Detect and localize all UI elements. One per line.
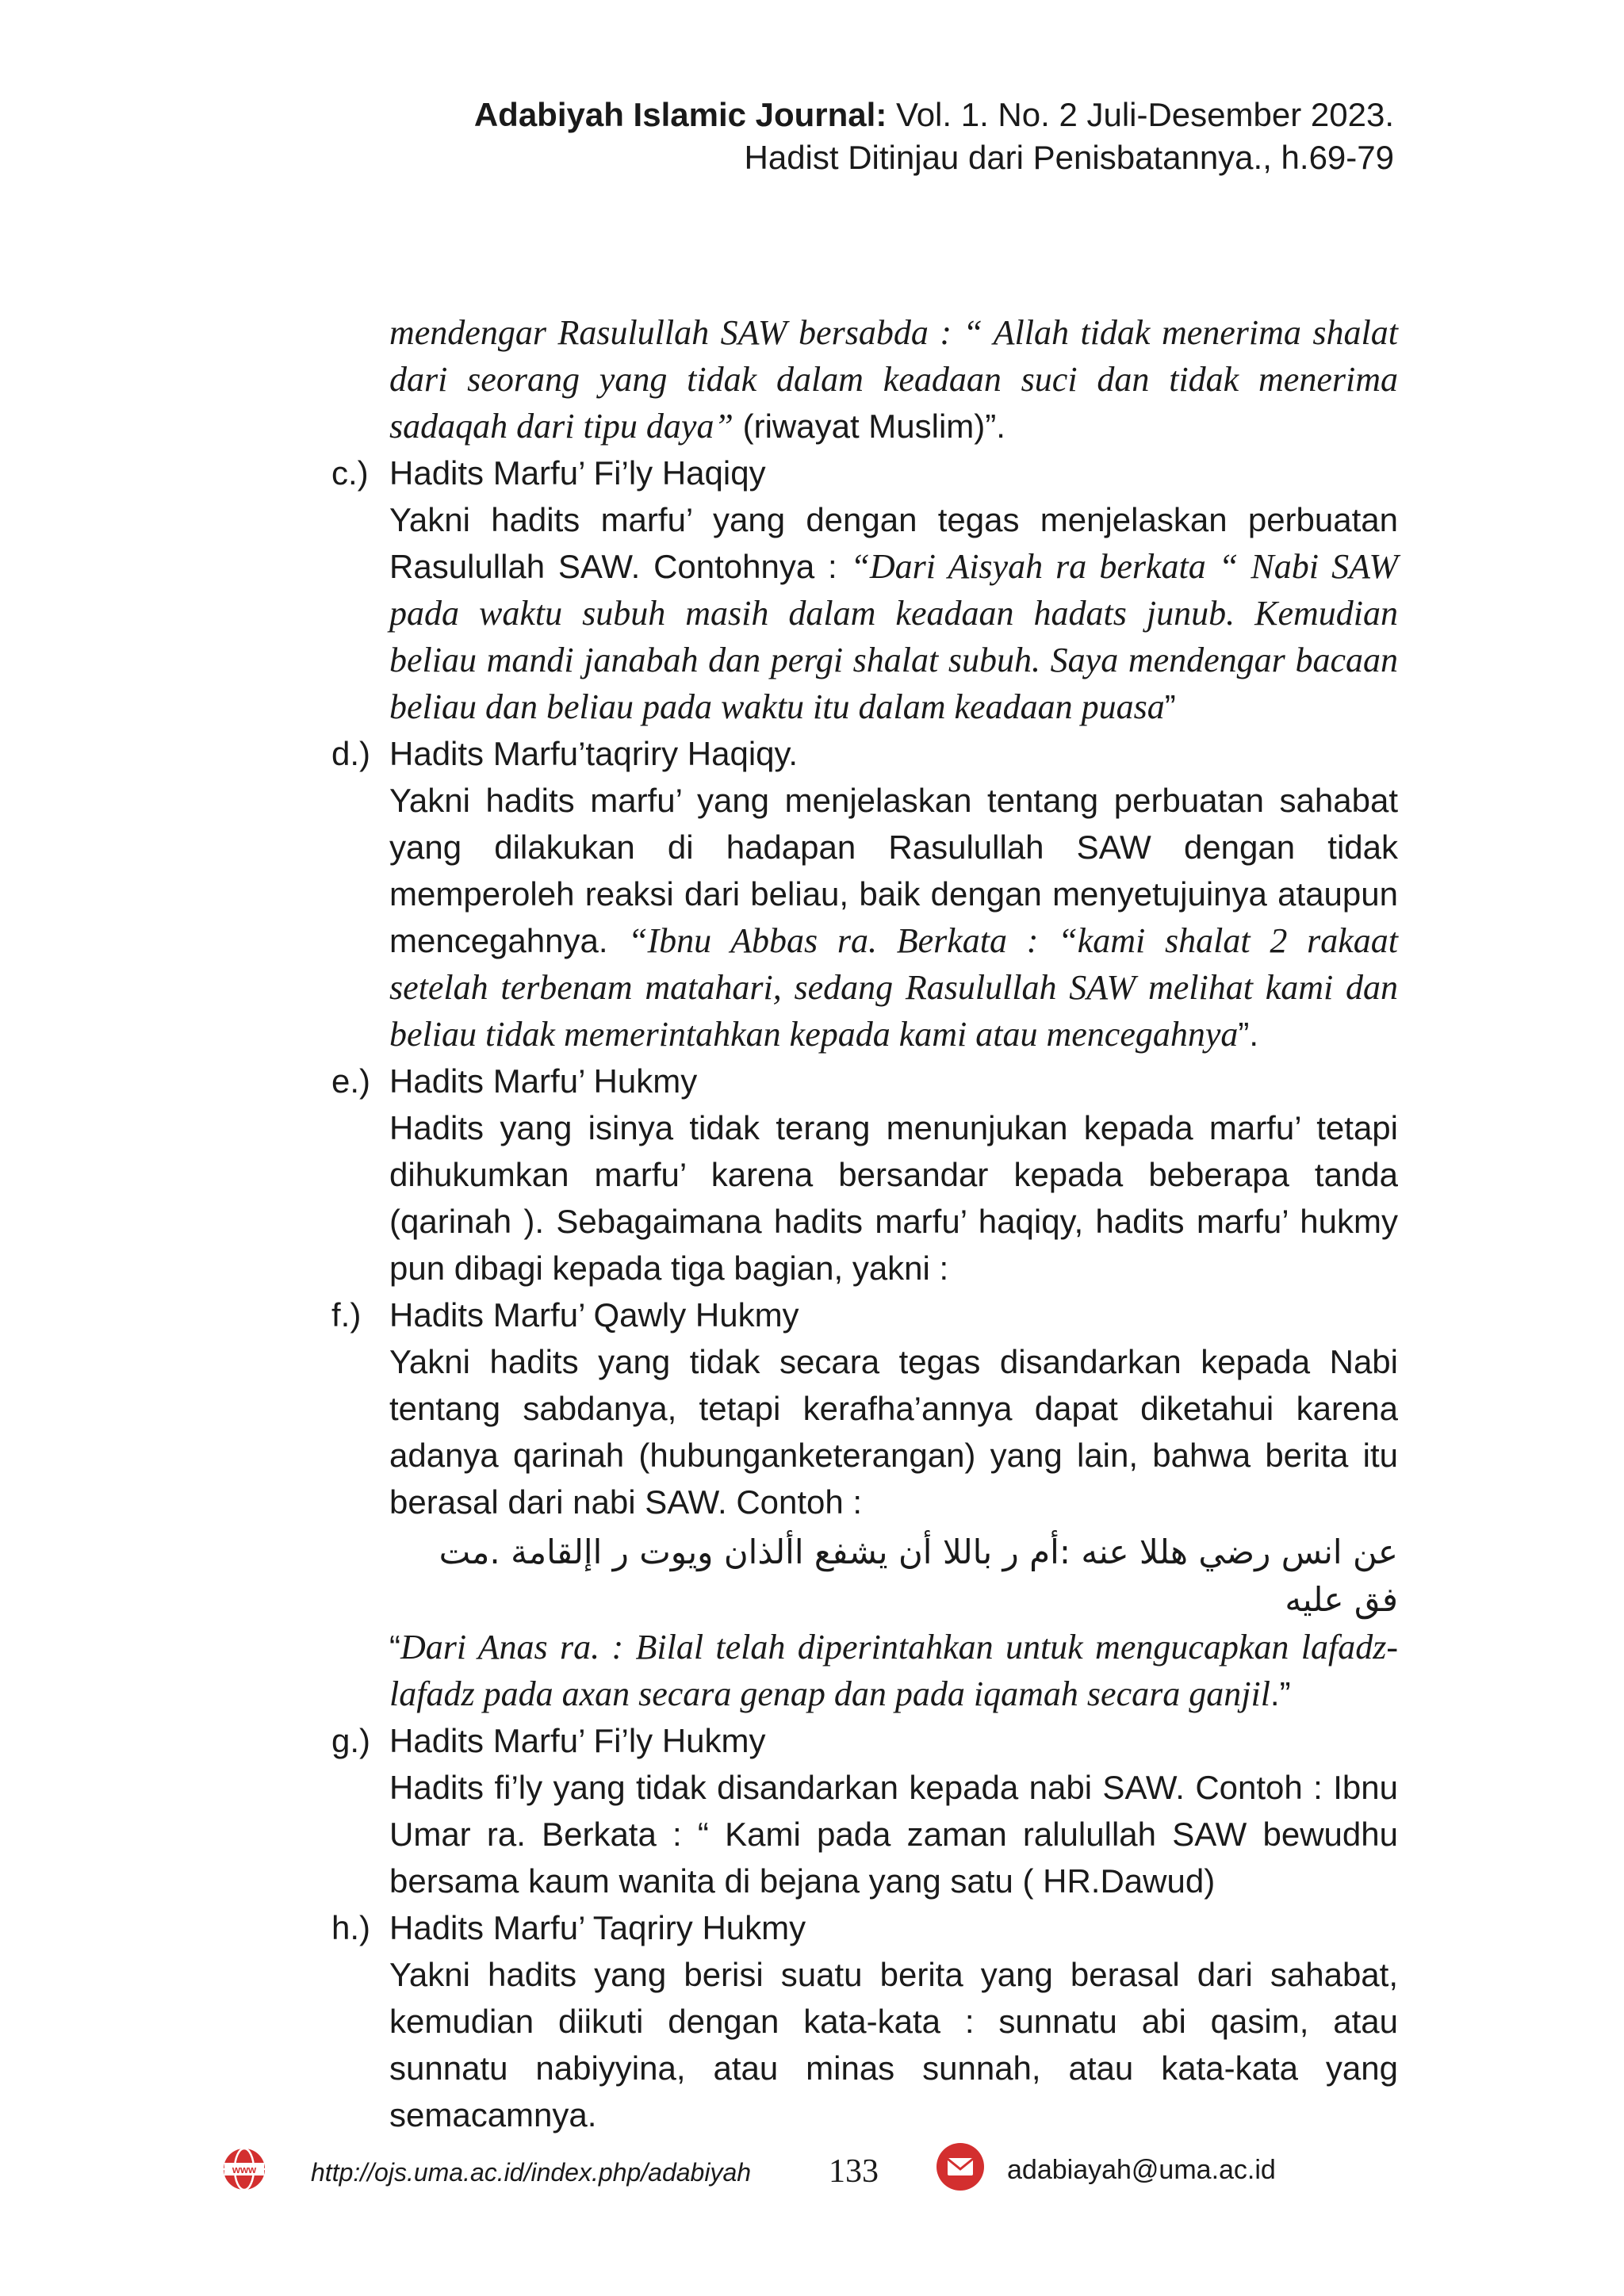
item-title: Hadits Marfu’ Fi’ly Haqiqy — [389, 454, 766, 492]
intro-italic: mendengar Rasulullah SAW bersabda : “ Allah tidak menerima shalat dari seorang yang tidak dalam keadaan suci dan tidak menerima sadaqah dari tipu daya” — [389, 313, 1398, 446]
item-body-italic: “Ibnu Abbas ra. Berkata : “kami shalat 2 rakaat setelah terbenam matahari, sedang Rasulullah SAW melihat kami dan beliau tidak memerintahkan kepada kami atau mencegahnya — [389, 921, 1398, 1054]
item-title: Hadits Marfu’ Qawly Hukmy — [389, 1296, 799, 1334]
www-globe-icon — [222, 2147, 266, 2191]
quote-italic: Dari Anas ra. : Bilal telah diperintahkan untuk mengucapkan lafadz-lafadz pada axan secara genap dan pada iqamah secara ganjil — [389, 1628, 1398, 1713]
item-marker: c.) — [331, 454, 369, 492]
item-body-plain: Yakni hadits yang tidak secara tegas disandarkan kepada Nabi tentang sabdanya, tetapi kerafha’annya dapat diketahui karena adanya qarinah (hubunganketerangan) yang lain, bahwa berita itu berasal dari nabi SAW. Contoh : — [389, 1343, 1398, 1521]
journal-issue: Vol. 1. No. 2 Juli-Desember 2023. — [887, 96, 1394, 133]
item-body — [389, 1951, 1398, 2138]
running-header — [474, 94, 1394, 179]
item-body — [389, 777, 1398, 1058]
item-title: Hadits Marfu’ Taqriry Hukmy — [389, 1909, 806, 1946]
item-body-tail: ” — [1164, 688, 1176, 725]
item-title: Hadits Marfu’ Fi’ly Hukmy — [389, 1722, 766, 1759]
header-line-1 — [474, 94, 1394, 136]
item-body-italic: “Dari Aisyah ra berkata “ Nabi SAW pada waktu subuh masih dalam keadaan hadats junub. Kemudian beliau mandi janabah dan pergi shalat subuh. Saya mendengar bacaan beliau dan beliau pada waktu itu dalam keadaan puasa — [389, 547, 1398, 726]
item-marker: d.) — [331, 735, 371, 772]
email-link[interactable]: adabiayah@uma.ac.id — [1007, 2155, 1276, 2185]
section-d — [331, 730, 1398, 1058]
arabic-hadith: عن انس رضي هللا عنه :أم ر باللا أن يشفع األذان ويوت ر اإلقامة .مت فق عليه — [439, 1533, 1398, 1619]
journal-url-link[interactable]: http://ojs.uma.ac.id/index.php/adabiyah — [311, 2158, 752, 2187]
intro-plain: (riwayat Muslim)”. — [733, 408, 1005, 445]
item-body — [389, 1338, 1398, 1525]
item-body-plain: Hadits yang isinya tidak terang menunjukan kepada marfu’ tetapi dihukumkan marfu’ karena bersandar kepada beberapa tanda (qarinah ). Sebagaimana hadits marfu’ haqiqy, hadits marfu’ hukmy pun dibagi kepada tiga bagian, yakni : — [389, 1109, 1398, 1287]
item-marker: g.) — [331, 1722, 371, 1759]
header-subtitle: Hadist Ditinjau dari Penisbatannya., h.69-79 — [744, 139, 1394, 176]
item-marker: e.) — [331, 1062, 371, 1100]
svg-text:www: www — [232, 2164, 257, 2175]
item-title: Hadits Marfu’taqriry Haqiqy. — [389, 735, 799, 772]
section-g — [331, 1717, 1398, 1904]
quote-open: “ — [389, 1628, 400, 1666]
item-marker: h.) — [331, 1909, 371, 1946]
page-body — [331, 309, 1398, 2138]
quote-close: .” — [1270, 1675, 1291, 1712]
item-body — [389, 1764, 1398, 1904]
section-c — [331, 450, 1398, 730]
section-h — [331, 1904, 1398, 2138]
item-body — [389, 1104, 1398, 1292]
item-title: Hadits Marfu’ Hukmy — [389, 1062, 698, 1100]
item-body-plain: Yakni hadits marfu’ yang menjelaskan tentang perbuatan sahabat yang dilakukan di hadapan Rasulullah SAW dengan tidak memperoleh reaksi dari beliau, baik dengan menyetujuinya ataupun mencegahnya. — [389, 782, 1398, 959]
section-e — [331, 1058, 1398, 1292]
translation-quote — [389, 1624, 1398, 1717]
item-marker: f.) — [331, 1296, 362, 1334]
item-body — [389, 496, 1398, 730]
item-body-tail: ”. — [1238, 1016, 1259, 1053]
item-body-plain: Yakni hadits yang berisi suatu berita yang berasal dari sahabat, kemudian diikuti dengan kata-kata : sunnatu abi qasim, atau sunnatu nabiyyina, atau minas sunnah, atau kata-kata yang semacamnya. — [389, 1956, 1398, 2133]
intro-paragraph — [389, 309, 1398, 450]
journal-name: Adabiyah Islamic Journal: — [473, 96, 887, 133]
email-icon — [936, 2142, 985, 2191]
section-f — [331, 1292, 1398, 1717]
item-body-plain: Hadits fi’ly yang tidak disandarkan kepada nabi SAW. Contoh : Ibnu Umar ra. Berkata : “ Kami pada zaman ralulullah SAW bewudhu bersama kaum wanita di bejana yang satu ( HR.Dawud) — [389, 1769, 1398, 1900]
page-number: 133 — [829, 2153, 879, 2190]
item-body-plain: Yakni hadits marfu’ yang dengan tegas menjelaskan perbuatan Rasulullah SAW. Contohnya : — [389, 501, 1398, 585]
